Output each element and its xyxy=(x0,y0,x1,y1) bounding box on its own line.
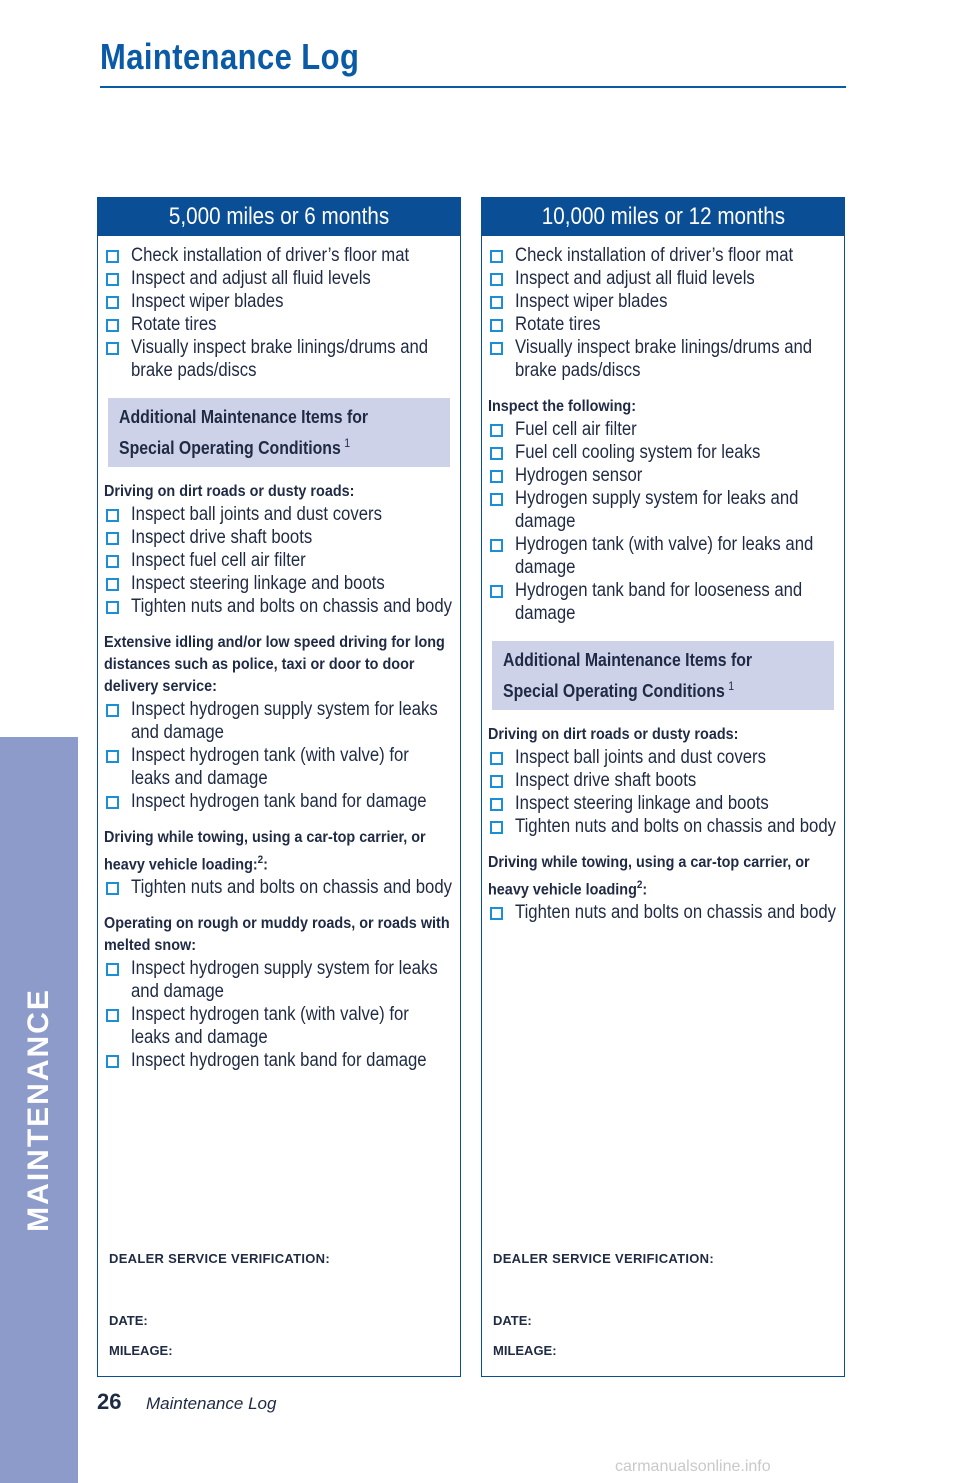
checklist-item[interactable]: Tighten nuts and bolts on chassis and body xyxy=(488,901,838,924)
checkbox[interactable] xyxy=(106,342,119,355)
checklist-item[interactable]: Hydrogen sensor xyxy=(488,464,838,487)
checkbox[interactable] xyxy=(106,319,119,332)
interval-header: 10,000 miles or 12 months xyxy=(482,198,844,236)
interval-column-10000 xyxy=(481,197,845,1377)
group-heading: Driving on dirt roads or dusty roads: xyxy=(104,483,355,500)
checklist xyxy=(104,957,454,1072)
checkbox[interactable] xyxy=(490,250,503,263)
dealer-verification-label: DEALER SERVICE VERIFICATION: xyxy=(109,1251,330,1266)
checklist-item[interactable]: Tighten nuts and bolts on chassis and body xyxy=(488,815,838,838)
page-title: Maintenance Log xyxy=(100,36,360,77)
checklist xyxy=(488,418,838,625)
checkbox[interactable] xyxy=(490,907,503,920)
date-label: DATE: xyxy=(109,1313,148,1328)
checkbox[interactable] xyxy=(490,470,503,483)
checkbox[interactable] xyxy=(490,752,503,765)
checklist-item[interactable]: Inspect hydrogen tank band for damage xyxy=(104,1049,454,1072)
checklist-item[interactable]: Inspect ball joints and dust covers xyxy=(104,503,454,526)
checklist xyxy=(104,244,454,382)
checkbox[interactable] xyxy=(106,882,119,895)
group-heading: Inspect the following: xyxy=(488,398,636,415)
dealer-verification-label: DEALER SERVICE VERIFICATION: xyxy=(493,1251,714,1266)
checklist-item[interactable]: Fuel cell air filter xyxy=(488,418,838,441)
checklist-item[interactable]: Inspect and adjust all fluid levels xyxy=(488,267,838,290)
checklist-item[interactable]: Fuel cell cooling system for leaks xyxy=(488,441,838,464)
date-label: DATE: xyxy=(493,1313,532,1328)
checklist-item[interactable]: Inspect fuel cell air filter xyxy=(104,549,454,572)
checkbox[interactable] xyxy=(106,555,119,568)
checklist-item[interactable]: Inspect wiper blades xyxy=(104,290,454,313)
footer-label: Maintenance Log xyxy=(146,1394,277,1413)
mileage-label: MILEAGE: xyxy=(109,1343,173,1358)
checklist-item[interactable]: Rotate tires xyxy=(488,313,838,336)
checkbox[interactable] xyxy=(490,447,503,460)
mileage-label: MILEAGE: xyxy=(493,1343,557,1358)
checklist-item[interactable]: Inspect hydrogen supply system for leaks and damage xyxy=(104,698,454,744)
checklist-item[interactable]: Inspect drive shaft boots xyxy=(104,526,454,549)
interval-body xyxy=(482,236,844,924)
group-heading: Driving while towing, using a car-top carrier, or heavy vehicle loading$^2$: xyxy=(488,854,810,899)
checkbox[interactable] xyxy=(106,601,119,614)
interval-column-5000 xyxy=(97,197,461,1377)
page-number: 26 xyxy=(97,1389,122,1414)
checklist xyxy=(488,244,838,382)
checklist-item[interactable]: Inspect wiper blades xyxy=(488,290,838,313)
checkbox[interactable] xyxy=(106,296,119,309)
checkbox[interactable] xyxy=(490,775,503,788)
group-heading: Driving while towing, using a car-top carrier, or heavy vehicle loading:$^2$: xyxy=(104,829,426,874)
checklist-item[interactable]: Tighten nuts and bolts on chassis and body xyxy=(104,876,454,899)
checklist-item[interactable]: Hydrogen supply system for leaks and damage xyxy=(488,487,838,533)
checkbox[interactable] xyxy=(490,493,503,506)
checklist-item[interactable]: Check installation of driver’s floor mat xyxy=(488,244,838,267)
checklist-item[interactable]: Inspect and adjust all fluid levels xyxy=(104,267,454,290)
checklist-item[interactable]: Inspect steering linkage and boots xyxy=(488,792,838,815)
checkbox[interactable] xyxy=(106,750,119,763)
checklist-item[interactable]: Check installation of driver’s floor mat xyxy=(104,244,454,267)
checklist-item[interactable]: Rotate tires xyxy=(104,313,454,336)
checklist-item[interactable]: Inspect steering linkage and boots xyxy=(104,572,454,595)
group-heading: Driving on dirt roads or dusty roads: xyxy=(488,726,739,743)
checklist-item[interactable]: Hydrogen tank (with valve) for leaks and damage xyxy=(488,533,838,579)
checkbox[interactable] xyxy=(106,1055,119,1068)
checklist-item[interactable]: Hydrogen tank band for looseness and damage xyxy=(488,579,838,625)
watermark: carmanualsonline.info xyxy=(615,1458,771,1475)
group-heading: Operating on rough or muddy roads, or roads with melted snow: xyxy=(104,915,450,955)
checkbox[interactable] xyxy=(490,798,503,811)
checklist-item[interactable]: Inspect hydrogen supply system for leaks and damage xyxy=(104,957,454,1003)
special-conditions-box: Additional Maintenance Items for Special Operating Conditions $^1$ xyxy=(108,398,450,467)
checklist-item[interactable]: Visually inspect brake linings/drums and brake pads/discs xyxy=(104,336,454,382)
title-rule xyxy=(100,86,846,88)
checklist xyxy=(488,746,838,838)
checkbox[interactable] xyxy=(490,342,503,355)
special-conditions-box: Additional Maintenance Items for Special Operating Conditions $^1$ xyxy=(492,641,834,710)
checklist xyxy=(488,901,838,924)
checklist-item[interactable]: Inspect hydrogen tank band for damage xyxy=(104,790,454,813)
checkbox[interactable] xyxy=(490,319,503,332)
checkbox[interactable] xyxy=(106,704,119,717)
checklist-item[interactable]: Inspect ball joints and dust covers xyxy=(488,746,838,769)
checkbox[interactable] xyxy=(490,585,503,598)
checkbox[interactable] xyxy=(490,539,503,552)
checklist-item[interactable]: Tighten nuts and bolts on chassis and body xyxy=(104,595,454,618)
checkbox[interactable] xyxy=(490,821,503,834)
side-tab-label: MAINTENANCE xyxy=(22,988,55,1232)
checklist-item[interactable]: Visually inspect brake linings/drums and brake pads/discs xyxy=(488,336,838,382)
checkbox[interactable] xyxy=(490,273,503,286)
checklist xyxy=(104,503,454,618)
checklist-item[interactable]: Inspect hydrogen tank (with valve) for leaks and damage xyxy=(104,744,454,790)
checkbox[interactable] xyxy=(106,532,119,545)
checkbox[interactable] xyxy=(490,424,503,437)
checkbox[interactable] xyxy=(106,273,119,286)
checkbox[interactable] xyxy=(106,250,119,263)
group-heading: Extensive idling and/or low speed driving for long distances such as police, taxi or door to door delivery service: xyxy=(104,634,445,695)
checklist-item[interactable]: Inspect drive shaft boots xyxy=(488,769,838,792)
interval-header: 5,000 miles or 6 months xyxy=(98,198,460,236)
checkbox[interactable] xyxy=(490,296,503,309)
checkbox[interactable] xyxy=(106,963,119,976)
checkbox[interactable] xyxy=(106,796,119,809)
checklist-item[interactable]: Inspect hydrogen tank (with valve) for leaks and damage xyxy=(104,1003,454,1049)
checkbox[interactable] xyxy=(106,509,119,522)
checklist xyxy=(104,876,454,899)
interval-body xyxy=(98,236,460,1072)
checkbox[interactable] xyxy=(106,578,119,591)
checkbox[interactable] xyxy=(106,1009,119,1022)
checklist xyxy=(104,698,454,813)
